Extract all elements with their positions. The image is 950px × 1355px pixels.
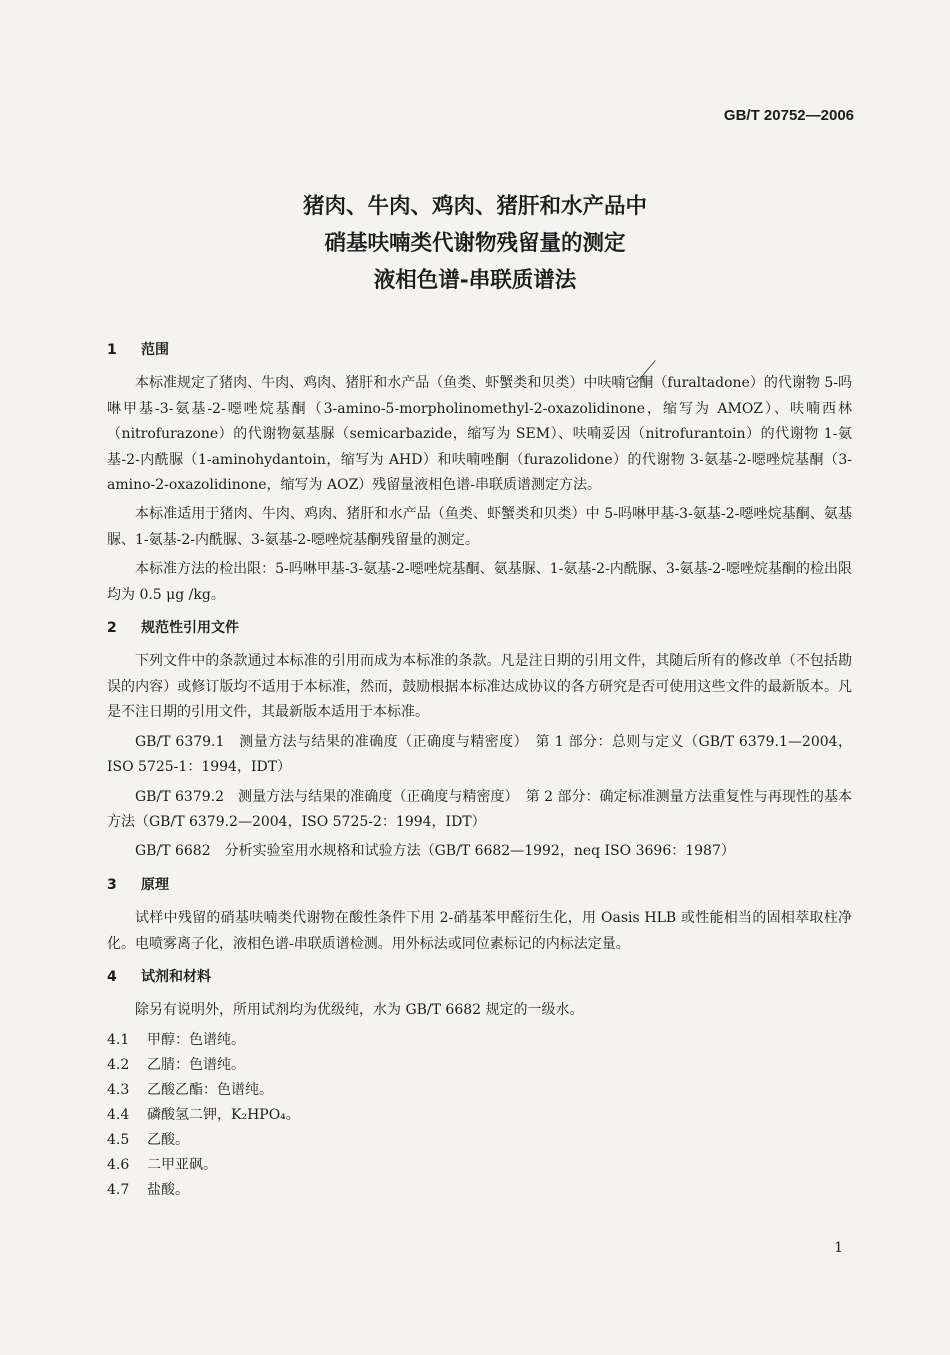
- list-item: 4.1 甲醇：色谱纯。: [107, 1031, 245, 1048]
- page-number: 1: [834, 1240, 843, 1256]
- section-heading-principle: 3 原理: [107, 876, 169, 893]
- title-line-3: 液相色谱-串联质谱法: [373, 268, 577, 293]
- standard-number: GB/T 20752—2006: [723, 107, 854, 124]
- section-heading-scope: 1 范围: [107, 342, 169, 358]
- section-heading-normative-references: 2 规范性引用文件: [107, 620, 239, 637]
- title-line-1: 猪肉、牛肉、鸡肉、猪肝和水产品中: [302, 194, 647, 219]
- list-item: 4.7 盐酸。: [107, 1181, 189, 1198]
- paragraph: 除另有说明外，所用试剂均为优级纯，水为 GB/T 6682 规定的一级水。: [135, 1002, 584, 1019]
- list-item: 4.5 乙酸。: [107, 1131, 189, 1148]
- section-heading-reagents: 4 试剂和材料: [107, 968, 211, 985]
- document-body: [107, 334, 852, 1203]
- reference-entry: GB/T 6379.2 测量方法与结果的准确度（正确度与精密度） 第 2 部分：确定标准测量方法重复性与再现性的基本方法（GB/T 6379.2—2004，ISO 5725-2：1994，IDT）: [107, 788, 852, 830]
- list-item: 4.2 乙腈：色谱纯。: [107, 1056, 245, 1073]
- document-title: [0, 188, 950, 299]
- paragraph: 本标准适用于猪肉、牛肉、鸡肉、猪肝和水产品（鱼类、虾蟹类和贝类）中 5-吗啉甲基-3-氨基-2-噁唑烷基酮、氨基脲、1-氨基-2-内酰脲、3-氨基-2-噁唑烷基酮残留量的测定。: [107, 506, 852, 548]
- reference-entry: GB/T 6682 分析实验室用水规格和试验方法（GB/T 6682—1992，neq ISO 3696：1987）: [135, 843, 735, 860]
- paragraph: 下列文件中的条款通过本标准的引用而成为本标准的条款。凡是注日期的引用文件，其随后所有的修改单（不包括勘误的内容）或修订版均不适用于本标准，然而，鼓励根据本标准达成协议的各方研究是否可使用这些文件的最新版本。凡是不注日期的引用文件，其最新版本适用于本标准。: [107, 653, 852, 721]
- paragraph: 本标准方法的检出限：5-吗啉甲基-3-氨基-2-噁唑烷基酮、氨基脲、1-氨基-2-内酰脲、3-氨基-2-噁唑烷基酮的检出限均为 0.5 μg /kg。: [107, 561, 852, 603]
- paragraph: 本标准规定了猪肉、牛肉、鸡肉、猪肝和水产品（鱼类、虾蟹类和贝类）中呋喃它酮（furaltadone）的代谢物 5-吗啉甲基-3-氨基-2-噁唑烷基酮（3-amino-5-morpholinomethyl-2-oxazolidinone，缩写为 AMOZ）、呋喃西林（nitrofurazone）的代谢物氨基脲（semicarbazide，缩写为 SEM）、呋喃妥因（nitrofurantoin）的代谢物 1-氨基-2-内酰脲（1-aminohydantoin，缩写为 AHD）和呋喃唑酮（furazolidone）的代谢物 3-氨基-2-噁唑烷基酮（3-amino-2-oxazolidinone，缩写为 AOZ）残留量液相色谱-串联质谱测定方法。: [107, 375, 852, 494]
- paragraph: 试样中残留的硝基呋喃类代谢物在酸性条件下用 2-硝基苯甲醛衍生化，用 Oasis HLB 或性能相当的固相萃取柱净化。电喷雾离子化，液相色谱-串联质谱检测。用外标法或同位素标记的内标法定量。: [107, 910, 852, 952]
- list-item: 4.4 磷酸氢二钾，K₂HPO₄。: [107, 1106, 300, 1123]
- list-item: 4.3 乙酸乙酯：色谱纯。: [107, 1081, 273, 1098]
- list-item: 4.6 二甲亚砜。: [107, 1156, 217, 1173]
- title-line-2: 硝基呋喃类代谢物残留量的测定: [324, 231, 626, 256]
- reference-entry: GB/T 6379.1 测量方法与结果的准确度（正确度与精密度） 第 1 部分：总则与定义（GB/T 6379.1—2004，ISO 5725-1：1994，IDT）: [107, 733, 852, 776]
